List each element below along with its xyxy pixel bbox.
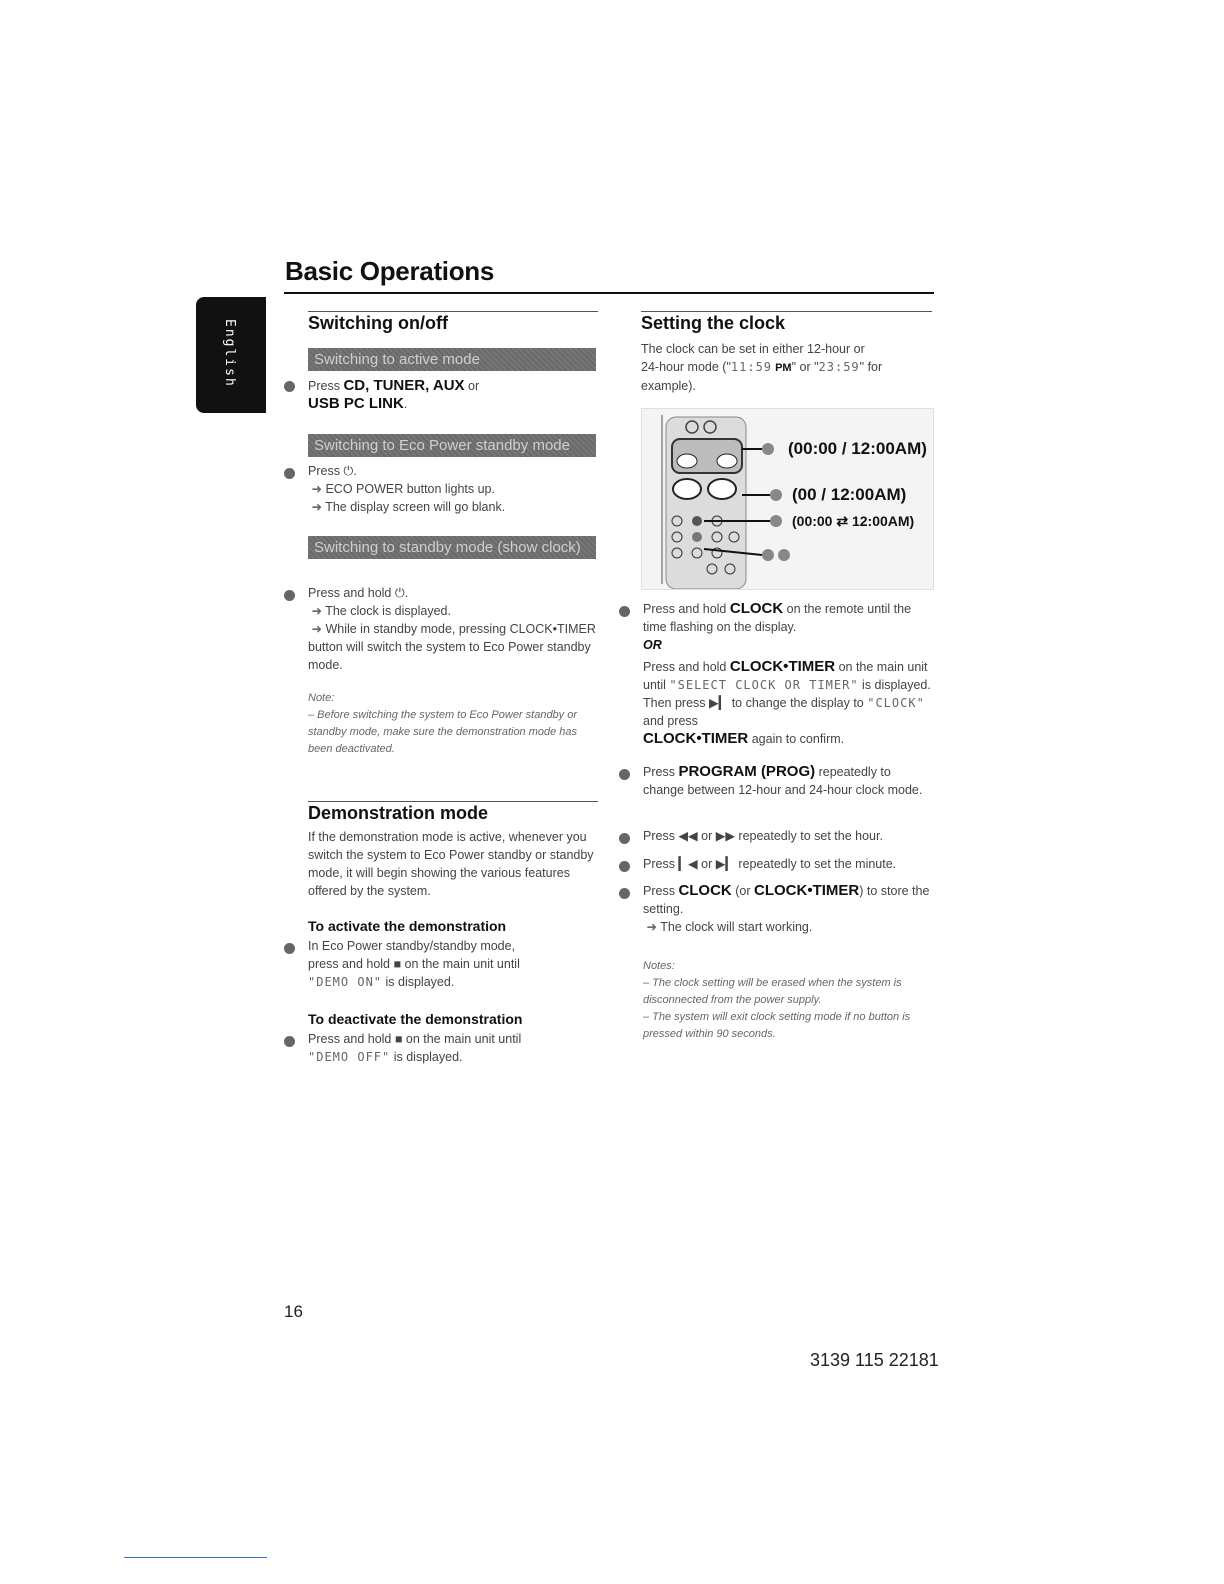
footer-line — [124, 1557, 267, 1558]
language-tab-label: English — [222, 319, 237, 388]
step-bullet-3 — [619, 831, 630, 849]
section-heading-clock: Setting the clock — [641, 313, 786, 333]
clock-notes: Notes: – The clock setting will be erased when the system is disconnected from the power supply. – The system will exit clock setting mode if no button is pressed within 90 seconds. — [643, 960, 911, 1040]
result-arrow-icon: ➜ — [311, 622, 322, 636]
section-heading-demo: Demonstration mode — [308, 803, 489, 823]
step-bullet — [284, 1034, 295, 1052]
section-divider — [641, 311, 932, 312]
clock-intro: The clock can be set in either 12-hour or 24-hour mode ("11:59 PM" or "23:59" for example). — [641, 342, 883, 393]
page-title: Basic Operations — [285, 256, 495, 286]
result-arrow-icon: ➜ — [311, 500, 322, 514]
figure-label-step2: (00 / 12:00AM) — [792, 485, 907, 504]
language-tab — [196, 297, 266, 413]
title-divider — [284, 292, 934, 294]
figure-label-step3: (00:00 ⇄ 12:00AM) — [792, 513, 915, 529]
step-eco-mode: Press ⏻. ➜ ECO POWER button lights up. ➜ The display screen will go blank. — [308, 464, 506, 514]
section-heading-switching: Switching on/off — [308, 313, 448, 333]
step-bullet-5 — [619, 886, 630, 904]
remote-control-figure — [641, 408, 934, 590]
result-arrow-icon: ➜ — [646, 920, 657, 934]
subheading-bar-active: Switching to active mode — [308, 348, 596, 371]
clock-step5: Press CLOCK (or CLOCK•TIMER) to store the setting. ➜ The clock will start working. — [643, 882, 930, 934]
section-divider — [308, 801, 598, 802]
result-arrow-icon: ➜ — [311, 482, 322, 496]
step-bullet-2 — [619, 767, 630, 785]
step-bullet-4 — [619, 859, 630, 877]
step-bullet — [284, 941, 295, 959]
step-bullet — [284, 588, 295, 606]
figure-label-step1: (00:00 / 12:00AM) — [788, 439, 927, 458]
activate-demo-step: In Eco Power standby/standby mode, press and hold ■ on the main unit until "DEMO ON" is displayed. — [308, 939, 520, 989]
step-bullet-1 — [619, 604, 630, 622]
clock-step1: Press and hold CLOCK on the remote until the time flashing on the display. OR Press and hold CLOCK•TIMER on the main unit until "SELECT CLOCK OR TIMER" is displayed. Then press ▶▎ to change the display to "CLOCK" and press CLOCK•TIMER again to confirm. — [643, 600, 931, 747]
deactivate-demo-heading: To deactivate the demonstration — [308, 1011, 523, 1027]
clock-step2: Press PROGRAM (PROG) repeatedly to change between 12-hour and 24-hour clock mode. — [643, 763, 923, 797]
step-active-mode: Press CD, TUNER, AUX or USB PC LINK. — [308, 377, 480, 412]
document-code: 3139 115 22181 — [810, 1350, 939, 1370]
subheading-bar-standby: Switching to standby mode (show clock) — [308, 536, 596, 559]
demo-intro: If the demonstration mode is active, whenever you switch the system to Eco Power standby or standby mode, it will begin showing the various features offered by the system. — [308, 830, 594, 898]
step-bullet — [284, 379, 295, 397]
step-bullet — [284, 466, 295, 484]
step-standby-mode: Press and hold ⏻. ➜ The clock is displayed. ➜ While in standby mode, pressing CLOCK•TIMER button will switch the system to Eco Power standby mode. — [308, 586, 596, 672]
page-number: 16 — [284, 1302, 303, 1321]
deactivate-demo-step: Press and hold ■ on the main unit until "DEMO OFF" is displayed. — [308, 1032, 522, 1064]
activate-demo-heading: To activate the demonstration — [308, 918, 507, 934]
note-switching: Note: – Before switching the system to Eco Power standby or standby mode, make sure the demonstration mode has been deactivated. — [308, 692, 578, 755]
result-arrow-icon: ➜ — [311, 604, 322, 618]
section-divider — [308, 311, 598, 312]
clock-step3: Press ◀◀ or ▶▶ repeatedly to set the hour. — [643, 829, 883, 843]
subheading-bar-eco: Switching to Eco Power standby mode — [308, 434, 596, 457]
clock-step4: Press ▎◀ or ▶▎ repeatedly to set the minute. — [643, 857, 897, 871]
